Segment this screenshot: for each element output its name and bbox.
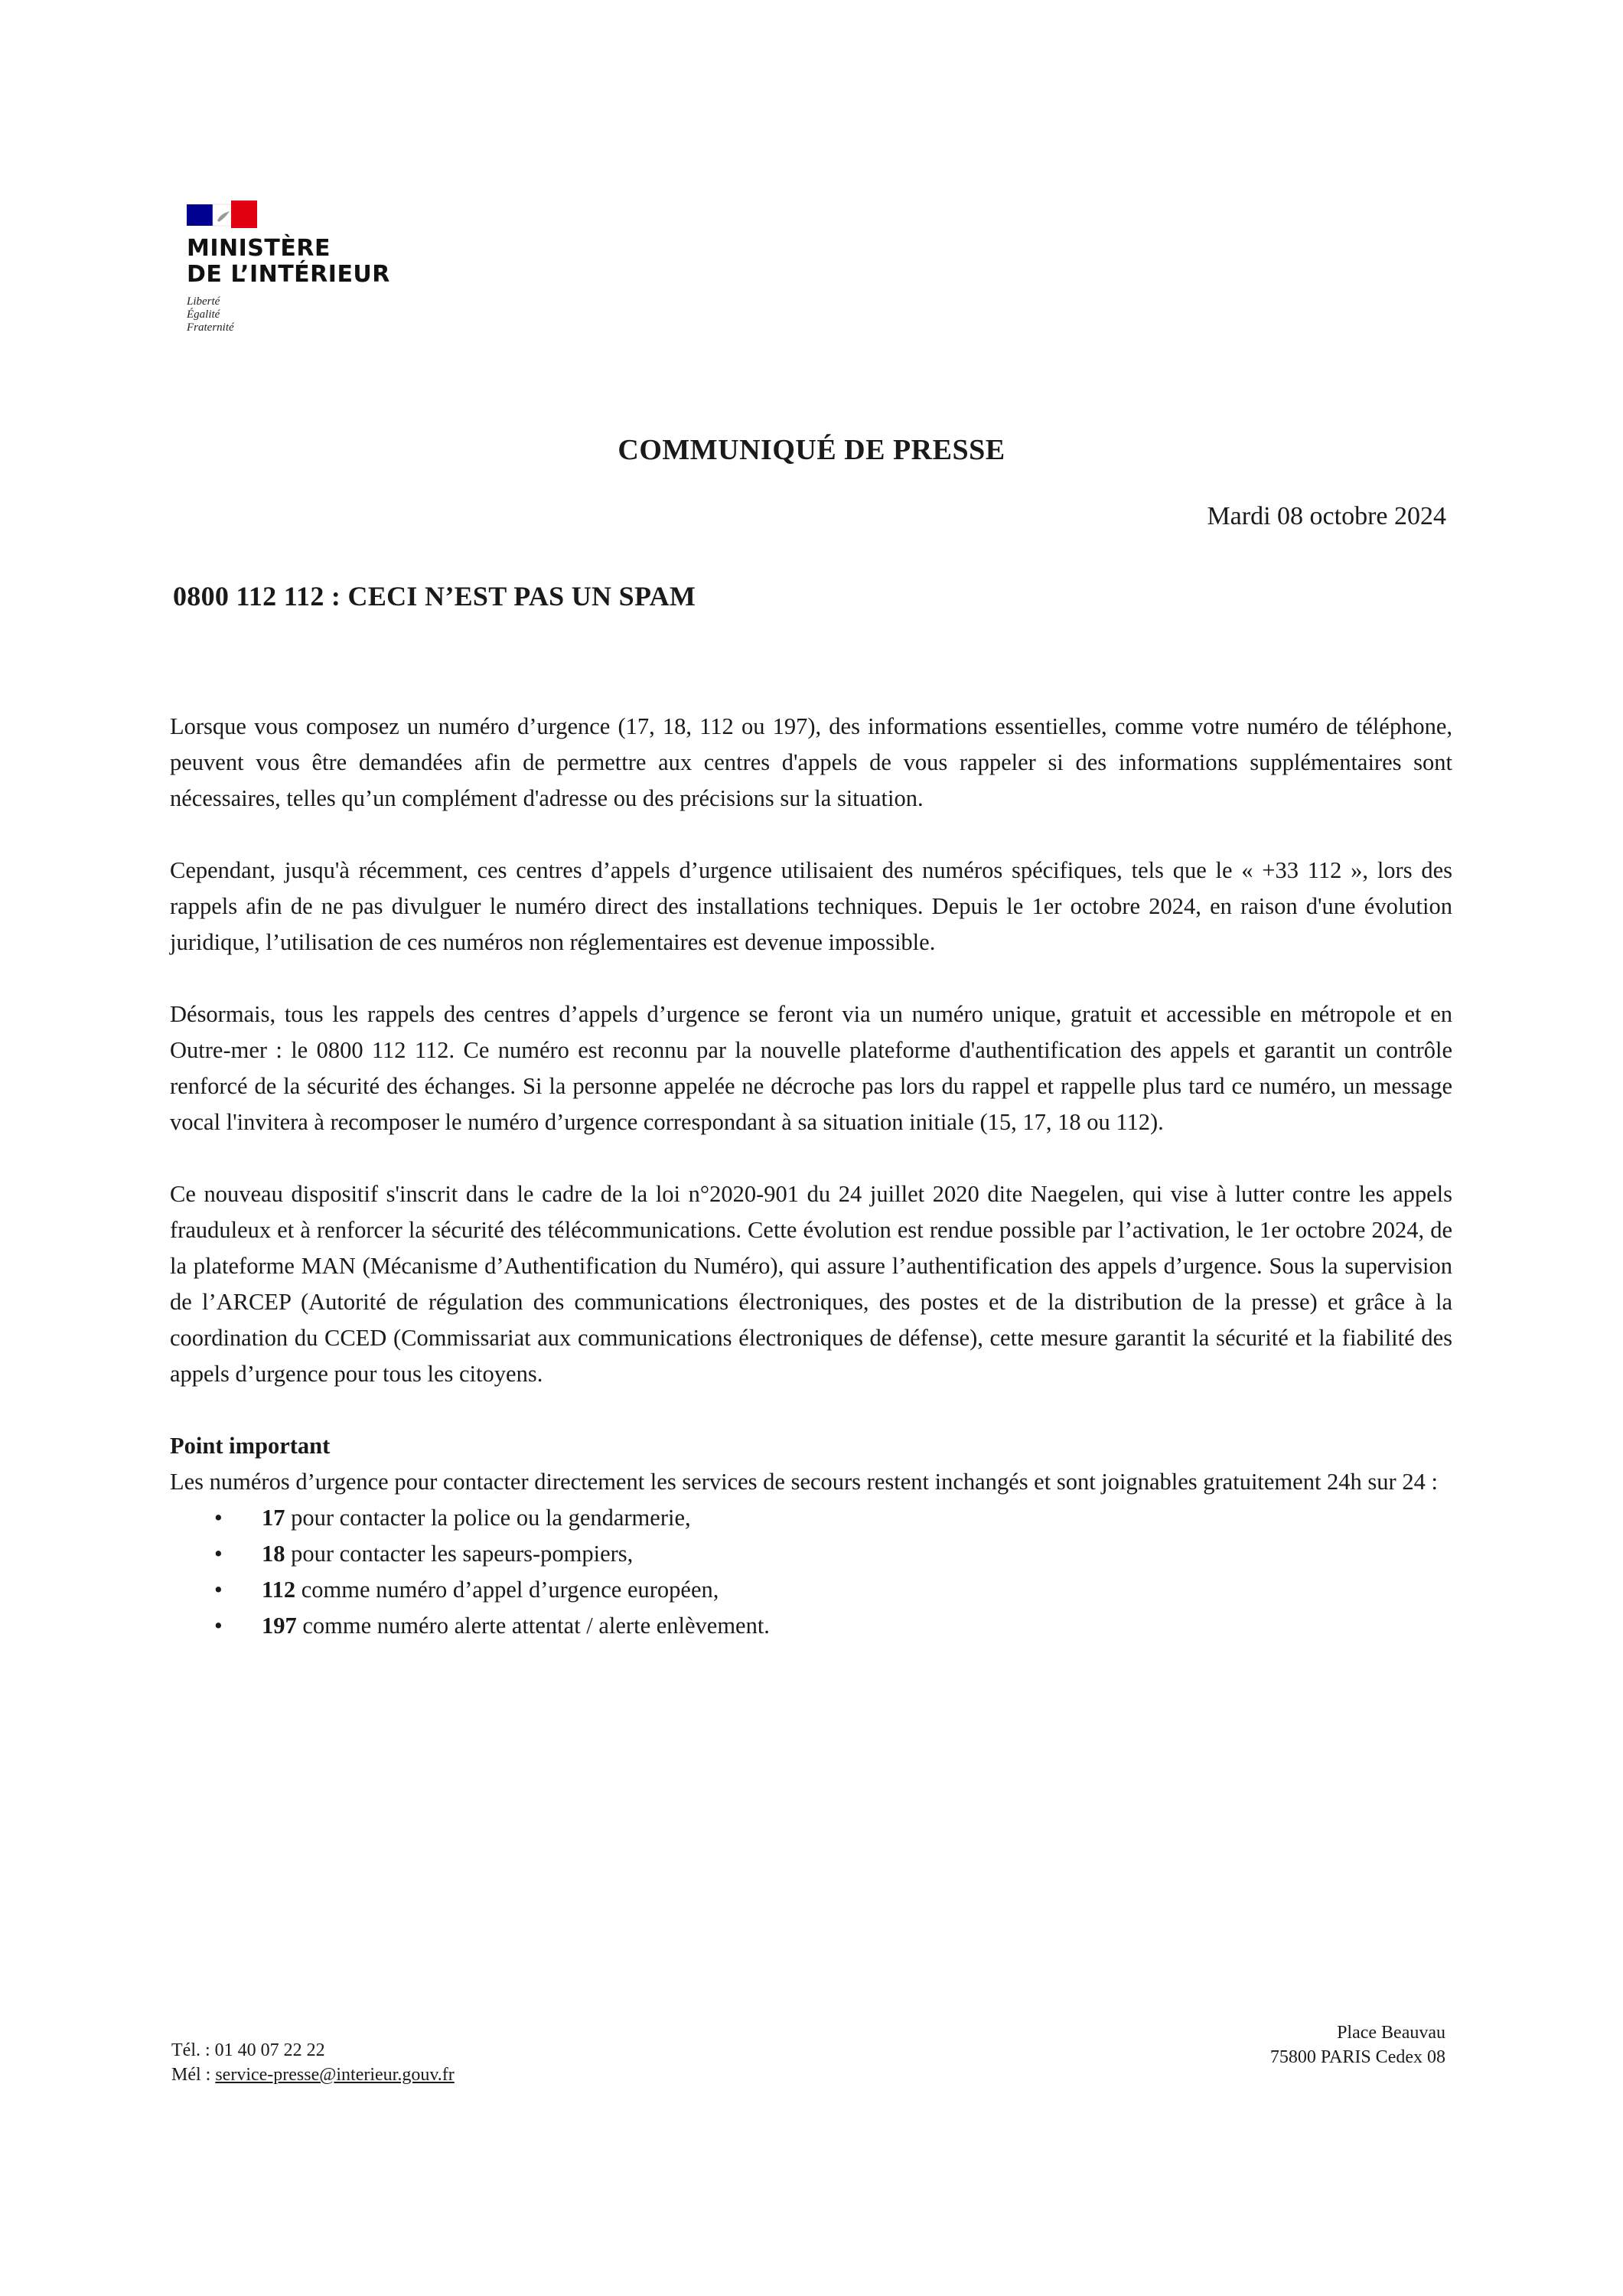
marianne-flag-icon bbox=[187, 201, 257, 228]
important-section-intro: Les numéros d’urgence pour contacter directement les services de secours restent inchangés et sont joignables gratuitement 24h sur 24 : bbox=[170, 1469, 1438, 1495]
emergency-number: 18 bbox=[262, 1541, 285, 1567]
footer-mail-link[interactable]: service-presse@interieur.gouv.fr bbox=[215, 2065, 455, 2085]
emergency-number: 112 bbox=[262, 1577, 296, 1603]
ministry-name-line2: DE L’INTÉRIEUR bbox=[187, 261, 390, 288]
flag-blue-part bbox=[187, 204, 213, 226]
list-item bbox=[170, 1608, 1452, 1644]
list-item bbox=[170, 1536, 1452, 1572]
important-section-title: Point important bbox=[170, 1433, 331, 1459]
emergency-number-description: pour contacter les sapeurs-pompiers, bbox=[285, 1541, 634, 1567]
emergency-number-description: comme numéro d’appel d’urgence européen, bbox=[295, 1577, 719, 1603]
republic-motto bbox=[187, 295, 493, 334]
ministry-name-line1: MINISTÈRE bbox=[187, 235, 331, 262]
footer-phone: Tél. : 01 40 07 22 22 bbox=[171, 2040, 325, 2060]
emergency-number: 17 bbox=[262, 1505, 285, 1531]
paragraph-3: Désormais, tous les rappels des centres d’appels d’urgence se feront via un numéro unique, gratuit et accessible en métropole et en Outre-mer : le 0800 112 112. Ce numéro est reconnu par la nouvelle plateforme d'authentification des appels et garantit un contrôle renforcé de la sécurité des échanges. Si la personne appelée ne décroche pas lors du rappel et rappelle plus tard ce numéro, un message vocal l'invitera à recomposer le numéro d’urgence correspondant à sa situation initiale (15, 17, 18 ou 112). bbox=[170, 1001, 1452, 1135]
bullet-icon: • bbox=[214, 1613, 223, 1639]
motto-fraternite: Fraternité bbox=[187, 321, 234, 334]
bullet-icon: • bbox=[214, 1541, 223, 1567]
headline: 0800 112 112 : CECI N’EST PAS UN SPAM bbox=[173, 581, 696, 612]
emergency-number-description: comme numéro alerte attentat / alerte enlèvement. bbox=[296, 1613, 770, 1639]
footer-contact bbox=[171, 2038, 455, 2087]
paragraph-2: Cependant, jusqu'à récemment, ces centres d’appels d’urgence utilisaient des numéros spécifiques, tels que le « +33 112 », lors des rappels afin de ne pas divulguer le numéro direct des installations techniques. Depuis le 1er octobre 2024, en raison d'une évolution juridique, l’utilisation de ces numéros non réglementaires est devenue impossible. bbox=[170, 857, 1452, 955]
footer-address-line2: 75800 PARIS Cedex 08 bbox=[1269, 2047, 1445, 2067]
motto-egalite: Égalité bbox=[187, 308, 220, 321]
footer-address-line1: Place Beauvau bbox=[1337, 2023, 1445, 2043]
emergency-numbers-list bbox=[170, 1500, 1452, 1644]
bullet-icon: • bbox=[214, 1505, 223, 1531]
paragraph-1: Lorsque vous composez un numéro d’urgence (17, 18, 112 ou 197), des informations essentielles, comme votre numéro de téléphone, peuvent vous être demandées afin de permettre aux centres d'appels de vous rappeler si des informations supplémentaires sont nécessaires, telles qu’un complément d'adresse ou des précisions sur la situation. bbox=[170, 713, 1452, 811]
emergency-number-description: pour contacter la police ou la gendarmerie, bbox=[285, 1505, 691, 1531]
paragraph-4: Ce nouveau dispositif s'inscrit dans le cadre de la loi n°2020-901 du 24 juillet 2020 dite Naegelen, qui vise à lutter contre les appels frauduleux et à renforcer la sécurité des télécommunications. Cette évolution est rendue possible par l’activation, le 1er octobre 2024, de la plateforme MAN (Mécanisme d’Authentification du Numéro), qui assure l’authentification des appels d’urgence. Sous la supervision de l’ARCEP (Autorité de régulation des communications électroniques, des postes et de la distribution de la presse) et grâce à la coordination du CCED (Commissariat aux communications électroniques de défense), cette mesure garantit la sécurité et la fiabilité des appels d’urgence pour tous les citoyens. bbox=[170, 1181, 1452, 1387]
motto-liberte: Liberté bbox=[187, 295, 220, 308]
footer-mail-line bbox=[171, 2063, 455, 2087]
document-type-title: COMMUNIQUÉ DE PRESSE bbox=[618, 434, 1005, 466]
footer-address bbox=[1270, 2020, 1445, 2069]
ministry-logo bbox=[187, 201, 493, 334]
release-date: Mardi 08 octobre 2024 bbox=[1207, 502, 1446, 530]
footer-mail-label: Mél : bbox=[171, 2065, 216, 2085]
list-item bbox=[170, 1572, 1452, 1608]
body-text bbox=[170, 709, 1452, 1644]
ministry-name bbox=[187, 236, 493, 288]
list-item bbox=[170, 1500, 1452, 1536]
flag-red-part bbox=[231, 201, 257, 228]
bullet-icon: • bbox=[214, 1577, 223, 1603]
emergency-number: 197 bbox=[262, 1613, 297, 1639]
